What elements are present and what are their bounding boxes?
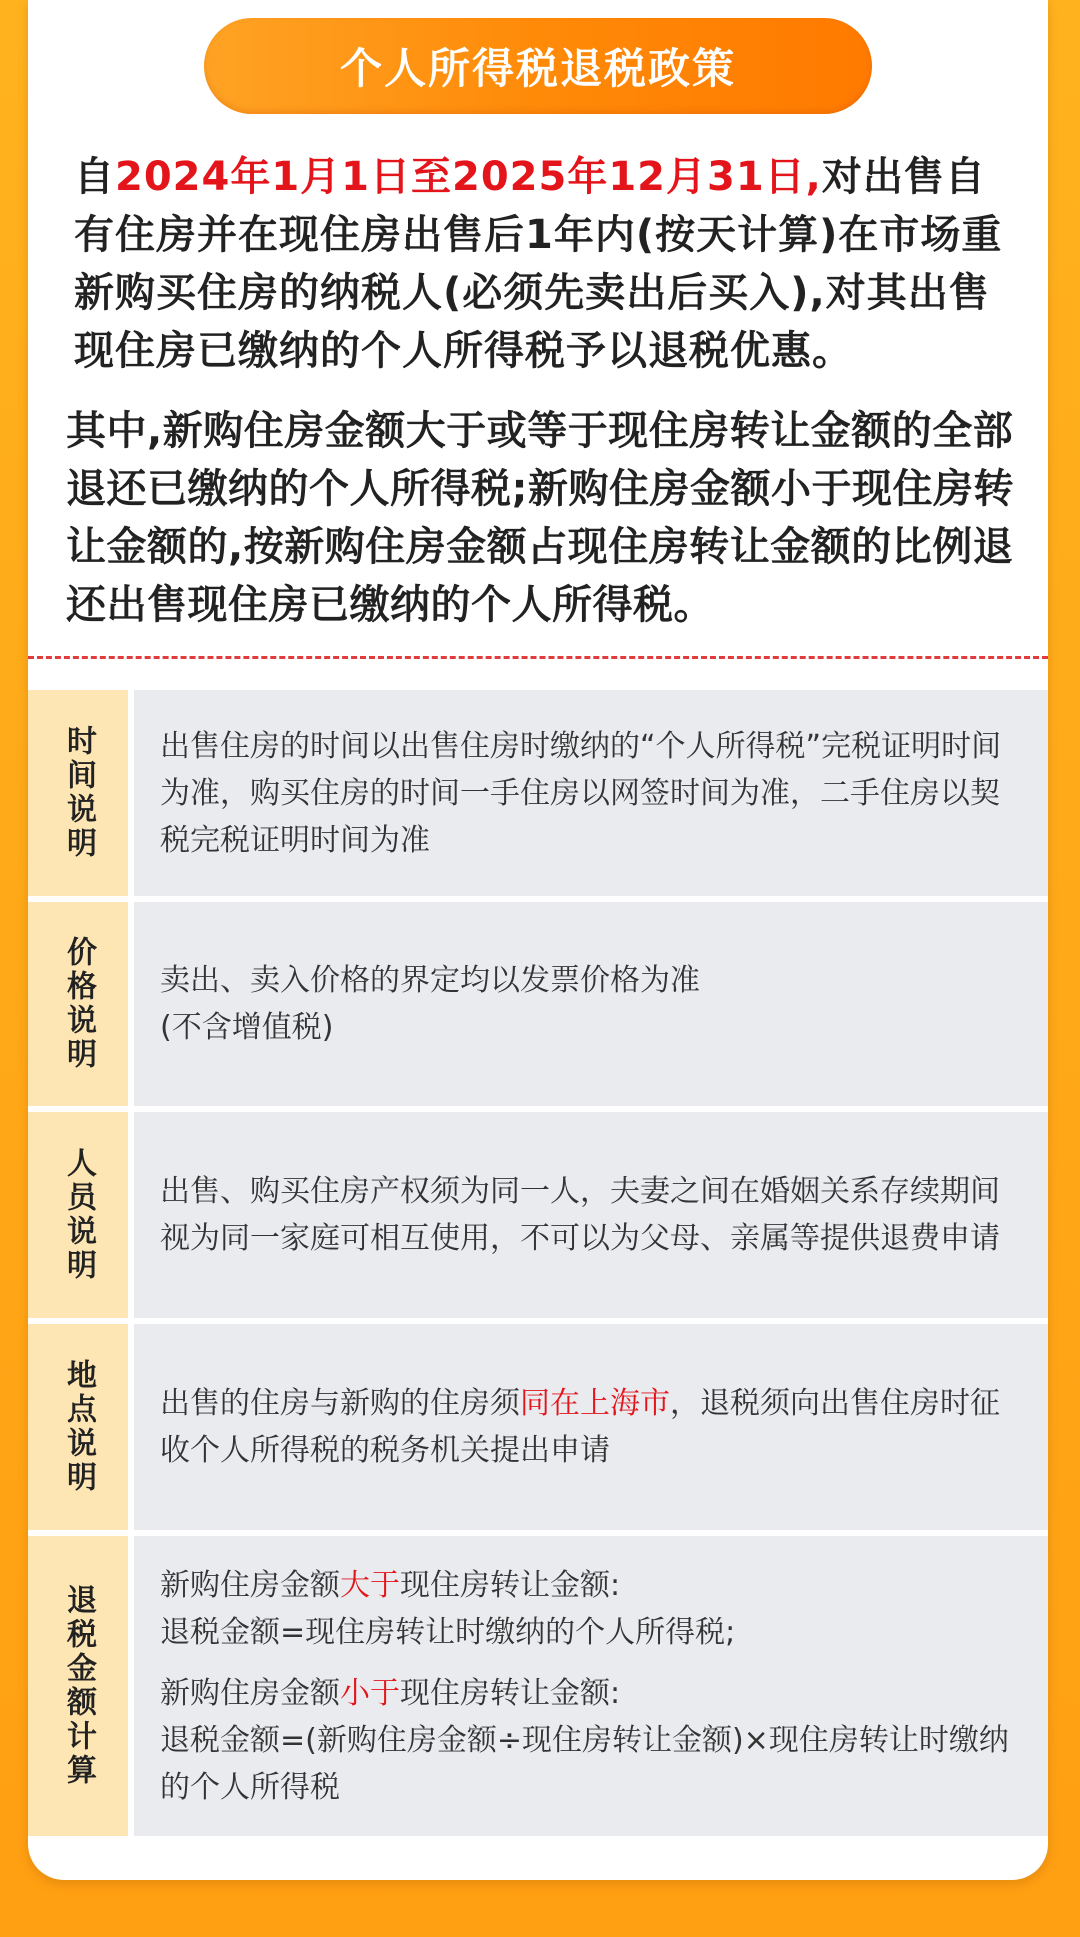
row-time — [28, 690, 1048, 896]
price-line-1: 卖出、卖入价格的界定均以发票价格为准 — [160, 963, 700, 998]
row-calculation — [28, 1536, 1048, 1836]
intro-paragraph — [74, 148, 1024, 380]
row-location — [28, 1324, 1048, 1530]
case2-condition — [160, 1670, 1022, 1717]
row-content — [134, 1112, 1048, 1318]
intro-prefix: 自 — [74, 154, 115, 200]
row-label-text: 退税金额计算 — [61, 1584, 96, 1788]
row-person — [28, 1112, 1048, 1318]
row-content — [134, 1324, 1048, 1530]
row-label-text: 地点说明 — [61, 1359, 96, 1495]
row-label-text: 人员说明 — [61, 1147, 96, 1283]
row-label-text: 时间说明 — [61, 725, 96, 861]
case1-prefix: 新购住房金额 — [160, 1567, 340, 1603]
row-label — [28, 1536, 128, 1836]
row-label — [28, 690, 128, 896]
row-label-text: 价格说明 — [61, 936, 96, 1072]
dashed-divider — [28, 656, 1048, 659]
row-label — [28, 902, 128, 1106]
case1-formula: 退税金额=现住房转让时缴纳的个人所得税; — [160, 1614, 736, 1650]
case1-condition — [160, 1562, 1022, 1609]
price-line-2: (不含增值税) — [160, 1010, 334, 1045]
refund-ratio-paragraph: 其中,新购住房金额大于或等于现住房转让金额的全部退还已缴纳的个人所得税;新购住房金额小于现住房转让金额的,按新购住房金额占现住房转让金额的比例退还出售现住房已缴纳的个人所得税。 — [66, 408, 1014, 628]
policy-card — [28, 0, 1048, 1880]
location-highlight: 同在上海市 — [520, 1386, 670, 1421]
location-before: 出售的住房与新购的住房须 — [160, 1386, 520, 1421]
title-banner — [204, 18, 872, 114]
case2-formula: 退税金额=(新购住房金额÷现住房转让金额)×现住房转让时缴纳的个人所得税 — [160, 1722, 1009, 1805]
row-content — [134, 1536, 1048, 1836]
case2-prefix: 新购住房金额 — [160, 1675, 340, 1711]
row-label — [28, 1112, 128, 1318]
case1-highlight: 大于 — [340, 1567, 400, 1603]
intro-rest: 对出售自有住房并在现住房出售后1年内(按天计算)在市场重新购买住房的纳税人(必须先卖出后买入),对其出售现住房已缴纳的个人所得税予以退税优惠。 — [74, 154, 1003, 374]
row-content — [134, 690, 1048, 896]
row-price — [28, 902, 1048, 1106]
row-content — [134, 902, 1048, 1106]
case2-suffix: 现住房转让金额: — [400, 1675, 621, 1711]
intro-date-range: 2024年1月1日至2025年12月31日, — [115, 154, 822, 200]
person-text: 出售、购买住房产权须为同一人，夫妻之间在婚姻关系存续期间视为同一家庭可相互使用，不可以为父母、亲属等提供退费申请 — [160, 1174, 1000, 1256]
location-text — [160, 1380, 1022, 1474]
row-label — [28, 1324, 128, 1530]
case2-highlight: 小于 — [340, 1675, 400, 1711]
time-text: 出售住房的时间以出售住房时缴纳的“个人所得税”完税证明时间为准，购买住房的时间一手住房以网签时间为准，二手住房以契税完税证明时间为准 — [160, 728, 1002, 858]
location-after: ，退税须向出售住房时征收个人所得税的税务机关提出申请 — [160, 1386, 1000, 1468]
page-title: 个人所得税退税政策 — [339, 44, 736, 93]
case1-suffix: 现住房转让金额: — [400, 1567, 621, 1603]
spacer — [160, 1656, 1022, 1670]
